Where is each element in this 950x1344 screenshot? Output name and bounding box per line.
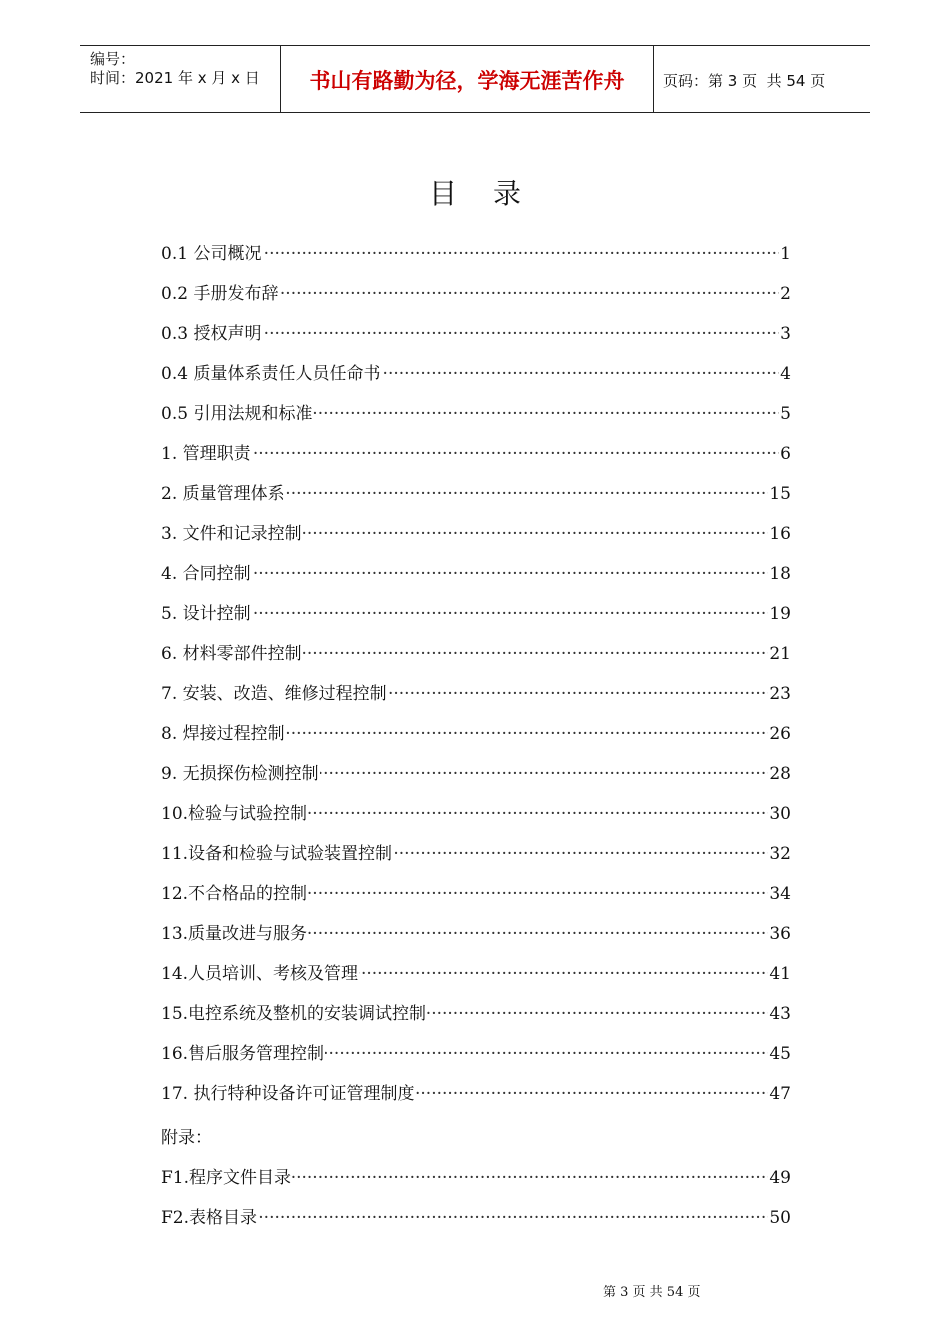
toc-entry[interactable] [161,400,791,440]
toc-entry-page: 49 [768,1164,791,1192]
toc-entry[interactable] [161,440,791,480]
toc-entry-page: 36 [768,920,791,948]
toc-entry-title: 5. 设计控制 [161,604,251,624]
toc-entry-page: 26 [768,720,791,748]
toc-entry-page: 2 [779,280,791,308]
toc-entry[interactable] [161,320,791,360]
toc-entry-title: 12.不合格品的控制 [161,884,308,904]
toc-entry-title: 4. 合同控制 [161,564,251,584]
toc-entry[interactable] [161,1080,791,1120]
toc-entry-title: 17. 执行特种设备许可证管理制度 [161,1084,415,1104]
toc-entry-title: F2.表格目录 [161,1208,258,1228]
toc-entry-title: 0.2 手册发布辞 [161,284,279,304]
appendix-list [161,1164,791,1244]
toc-entry-page: 45 [768,1040,791,1068]
toc-entry-page: 4 [779,360,791,388]
toc-entry-title: 10.检验与试验控制 [161,804,308,824]
header-motto: 书山有路勤为径，学海无涯苦作舟 [280,46,654,112]
page-header [80,45,870,113]
toc-entry-title: 13.质量改进与服务 [161,924,308,944]
toc-entry[interactable] [161,1204,791,1244]
toc-entry-page: 18 [768,560,791,588]
toc-entry-page: 15 [768,480,791,508]
toc-entry-page: 5 [779,400,791,428]
toc-entry-title: 9. 无损探伤检测控制 [161,764,319,784]
toc-entry[interactable] [161,640,791,680]
toc-entry-page: 6 [779,440,791,468]
toc-entry-title: 8. 焊接过程控制 [161,724,285,744]
toc-entry-page: 1 [779,240,791,268]
toc-entry[interactable] [161,240,791,280]
toc-entry-page: 47 [768,1080,791,1108]
toc-entry-title: 14.人员培训、考核及管理 [161,964,359,984]
toc-entry-page: 23 [768,680,791,708]
document-date: 时间：2021 年 x 月 x 日 [90,69,260,87]
toc-entry[interactable] [161,800,791,840]
toc-entry[interactable] [161,880,791,920]
toc-entry[interactable] [161,960,791,1000]
toc-entry-title: 15.电控系统及整机的安装调试控制 [161,1004,427,1024]
toc-entry[interactable] [161,1000,791,1040]
toc-entry-title: 0.5 引用法规和标准 [161,404,313,424]
page-title: 目录 [428,177,557,210]
toc-entry-title: 0.4 质量体系责任人员任命书 [161,364,381,384]
toc-entry-title: 11.设备和检验与试验装置控制 [161,844,393,864]
toc-entry[interactable] [161,1040,791,1080]
toc-entry-title: 16.售后服务管理控制 [161,1044,325,1064]
toc-entry[interactable] [161,1164,791,1204]
toc-entry-page: 21 [768,640,791,668]
header-meta [80,46,280,112]
toc-entry-title: 0.1 公司概况 [161,244,262,264]
toc-entry-page: 3 [779,320,791,348]
toc-entry-page: 34 [768,880,791,908]
toc-entry-page: 50 [768,1204,791,1232]
toc-entry-page: 19 [768,600,791,628]
toc-entry[interactable] [161,840,791,880]
toc-entry-title: 7. 安装、改造、维修过程控制 [161,684,387,704]
toc-entry[interactable] [161,360,791,400]
toc-list [161,240,791,1120]
toc-entry[interactable] [161,560,791,600]
toc-entry-page: 41 [768,960,791,988]
toc-entry-page: 43 [768,1000,791,1028]
toc-entry[interactable] [161,920,791,960]
header-page-info: 页码：第 3 页 共 54 页 [663,71,826,90]
toc-entry[interactable] [161,280,791,320]
toc-entry-title: 2. 质量管理体系 [161,484,285,504]
toc-entry[interactable] [161,520,791,560]
appendix-label: 附录： [161,1128,212,1148]
toc-entry[interactable] [161,760,791,800]
toc-entry[interactable] [161,480,791,520]
toc-entry-title: 6. 材料零部件控制 [161,644,302,664]
toc-entry-title: F1.程序文件目录 [161,1168,292,1188]
table-of-contents [161,240,791,1244]
toc-entry[interactable] [161,720,791,760]
toc-entry-title: 3. 文件和记录控制 [161,524,302,544]
document-number-label: 编号： [90,50,136,68]
toc-entry-title: 0.3 授权声明 [161,324,262,344]
toc-entry-page: 28 [768,760,791,788]
toc-entry[interactable] [161,680,791,720]
toc-entry-page: 16 [768,520,791,548]
toc-entry-page: 30 [768,800,791,828]
toc-entry-page: 32 [768,840,791,868]
toc-entry-title: 1. 管理职责 [161,444,251,464]
toc-entry[interactable] [161,600,791,640]
page-footer: 第 3 页 共 54 页 [603,1285,701,1300]
